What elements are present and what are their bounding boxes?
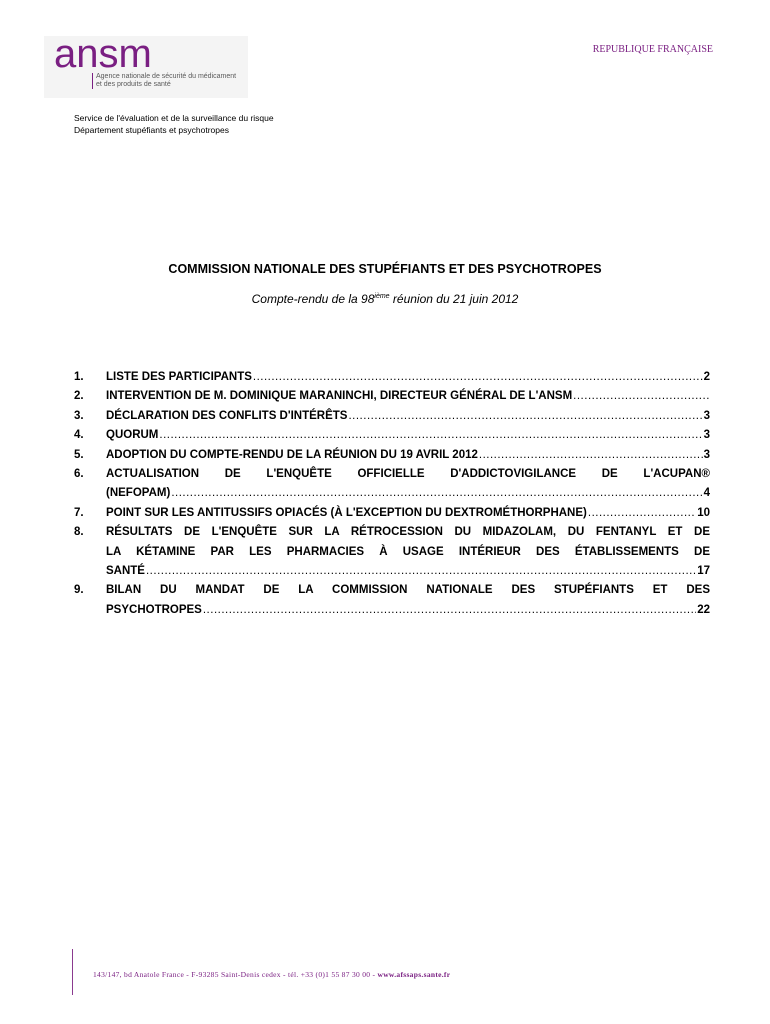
subtitle-after: réunion du 21 juin 2012	[389, 292, 519, 306]
service-line: Service de l'évaluation et de la surveillance du risque	[74, 113, 274, 123]
logo-tagline-line-2: et des produits de santé	[96, 81, 171, 88]
toc-label: (NEFOPAM)	[106, 487, 171, 500]
toc-page: 3	[703, 429, 710, 442]
toc-leader	[573, 387, 709, 406]
toc-item-4[interactable]	[74, 426, 710, 445]
toc-leader	[479, 446, 703, 465]
footer-address-text: 143/147, bd Anatole France - F-93285 Saint-Denis cedex - tél. +33 (0)1 55 87 30 00 -	[93, 970, 378, 979]
footer-address	[93, 970, 450, 979]
toc-page: 3	[703, 409, 710, 422]
logo-tagline	[92, 73, 246, 89]
logo-tagline-line-1: Agence nationale de sécurité du médicament	[96, 73, 237, 80]
table-of-contents	[74, 368, 710, 620]
toc-item-8[interactable]	[74, 523, 710, 581]
toc-number: 9.	[74, 584, 84, 597]
ansm-logo	[44, 32, 248, 98]
toc-leader	[159, 426, 702, 445]
toc-item-7[interactable]	[74, 504, 710, 523]
toc-item-2[interactable]	[74, 387, 710, 406]
toc-label-line: RÉSULTATS DE L'ENQUÊTE SUR LA RÉTROCESSION DU MIDAZOLAM, DU FENTANYL ET DE	[106, 526, 710, 539]
toc-number: 2.	[74, 390, 84, 403]
toc-page: 2	[703, 371, 710, 383]
toc-label: INTERVENTION DE M. DOMINIQUE MARANINCHI, DIRECTEUR GÉNÉRAL DE L'ANSM	[106, 390, 573, 403]
toc-item-5[interactable]	[74, 446, 710, 465]
toc-number: 3.	[74, 409, 84, 422]
republique-francaise: REPUBLIQUE FRANÇAISE	[592, 44, 713, 55]
toc-leader	[253, 368, 703, 387]
toc-number: 6.	[74, 468, 84, 481]
subtitle-superscript: ième	[374, 293, 390, 300]
toc-page: 4	[703, 487, 710, 500]
toc-label: POINT SUR LES ANTITUSSIFS OPIACÉS (À L'EXCEPTION DU DEXTROMÉTHORPHANE)	[106, 506, 587, 519]
toc-label: QUORUM	[106, 429, 159, 442]
subtitle-before: Compte-rendu de la 98	[251, 292, 375, 306]
toc-number: 4.	[74, 429, 84, 442]
toc-item-3[interactable]	[74, 407, 710, 426]
toc-leader	[146, 562, 696, 581]
toc-item-9[interactable]	[74, 581, 710, 620]
toc-label-line: ACTUALISATION DE L'ENQUÊTE OFFICIELLE D'ADDICTOVIGILANCE DE L'ACUPAN®	[106, 468, 710, 481]
toc-label: SANTÉ	[106, 565, 145, 578]
toc-page: 3	[703, 448, 710, 461]
toc-number: 7.	[74, 506, 84, 519]
department-line: Département stupéfiants et psychotropes	[74, 125, 229, 135]
toc-leader	[588, 504, 696, 523]
toc-item-1[interactable]	[74, 368, 710, 387]
toc-page: 10	[697, 506, 710, 519]
toc-label-line: LA KÉTAMINE PAR LES PHARMACIES À USAGE INTÉRIEUR DES ÉTABLISSEMENTS DE	[106, 545, 710, 558]
toc-leader	[348, 407, 702, 426]
toc-label: PSYCHOTROPES	[106, 603, 202, 616]
toc-leader	[203, 601, 696, 620]
toc-number: 8.	[74, 526, 84, 539]
toc-label: DÉCLARATION DES CONFLITS D'INTÉRÊTS	[106, 409, 348, 422]
service-heading	[74, 112, 274, 136]
footer-website-link[interactable]: www.afssaps.sante.fr	[377, 970, 451, 979]
document-title: COMMISSION NATIONALE DES STUPÉFIANTS ET DES PSYCHOTROPES	[168, 262, 602, 276]
toc-label: ADOPTION DU COMPTE-RENDU DE LA RÉUNION DU 19 AVRIL 2012	[106, 448, 478, 461]
toc-page: 22	[697, 603, 710, 616]
toc-item-6[interactable]	[74, 465, 710, 504]
toc-label: LISTE DES PARTICIPANTS	[106, 371, 252, 383]
document-subtitle	[0, 292, 770, 306]
toc-page: 17	[697, 565, 710, 578]
toc-number: 5.	[74, 448, 84, 461]
logo-wordmark: ansm	[54, 32, 152, 76]
toc-label-line: BILAN DU MANDAT DE LA COMMISSION NATIONALE DES STUPÉFIANTS ET DES	[106, 584, 710, 597]
toc-number: 1.	[74, 371, 84, 383]
footer-divider	[72, 949, 73, 995]
toc-leader	[171, 484, 702, 503]
